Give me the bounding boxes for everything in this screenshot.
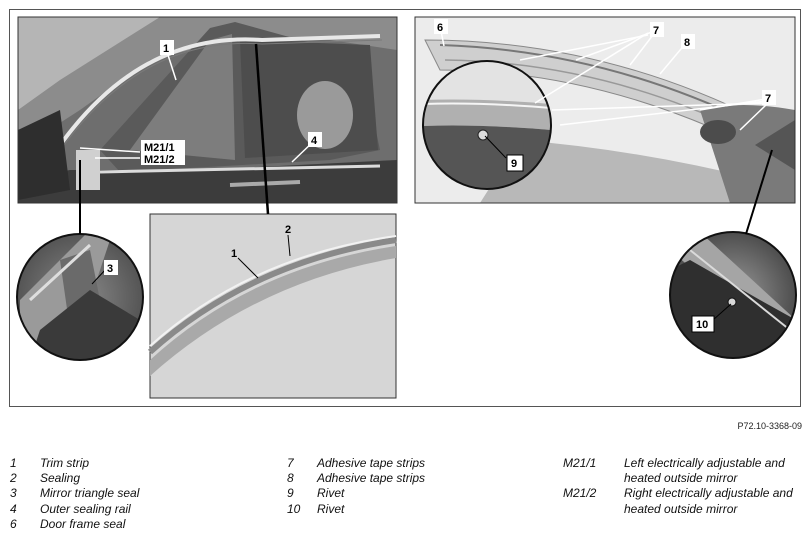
legend-item: 2 Sealing: [10, 471, 81, 486]
callout-8: 8: [684, 37, 691, 49]
callout-6: 6: [437, 22, 444, 34]
legend-item: 6 Door frame seal: [10, 516, 126, 531]
callout-4: 4: [311, 135, 318, 147]
callout-7-top: 7: [653, 25, 660, 37]
legend-item: 7 Adhesive tape strips: [287, 456, 426, 470]
callout-9: 9: [511, 158, 518, 170]
legend-item: 8 Adhesive tape strips: [287, 471, 426, 486]
legend-column-2: [287, 456, 425, 517]
document-id: P72.10-3368-09: [737, 421, 802, 431]
callout-1-top: 1: [163, 43, 170, 55]
legend-column-3: [563, 456, 800, 517]
legend-item: 4 Outer sealing rail: [10, 501, 131, 516]
legend-item: 10 Rivet: [287, 501, 345, 516]
rivet-9-zoom-circle: [423, 61, 551, 190]
legend-item: 9 Rivet: [287, 486, 345, 501]
legend-item: M21/1 Left electrically adjustable and heated outside mirror: [563, 456, 785, 486]
callout-2: 2: [285, 224, 292, 236]
trim-strip-zoom-panel: [150, 214, 396, 398]
legend-item: M21/2 Right electrically adjustable and heated outside mirror: [563, 486, 793, 516]
callout-m21-2: M21/2: [144, 154, 175, 166]
callout-1-zoom: 1: [231, 248, 238, 260]
rivet-10-zoom-circle: [670, 232, 796, 358]
callout-7-right: 7: [765, 93, 772, 105]
legend-item: 1 Trim strip: [10, 456, 90, 470]
callout-10: 10: [696, 319, 709, 331]
callout-m21-1: M21/1: [144, 142, 175, 154]
legend-item: 3 Mirror triangle seal: [10, 486, 140, 501]
callout-3: 3: [107, 263, 114, 275]
mirror-triangle-zoom-circle: [17, 234, 143, 360]
door-photo-panel: [18, 17, 397, 203]
legend-column-1: [10, 456, 139, 532]
